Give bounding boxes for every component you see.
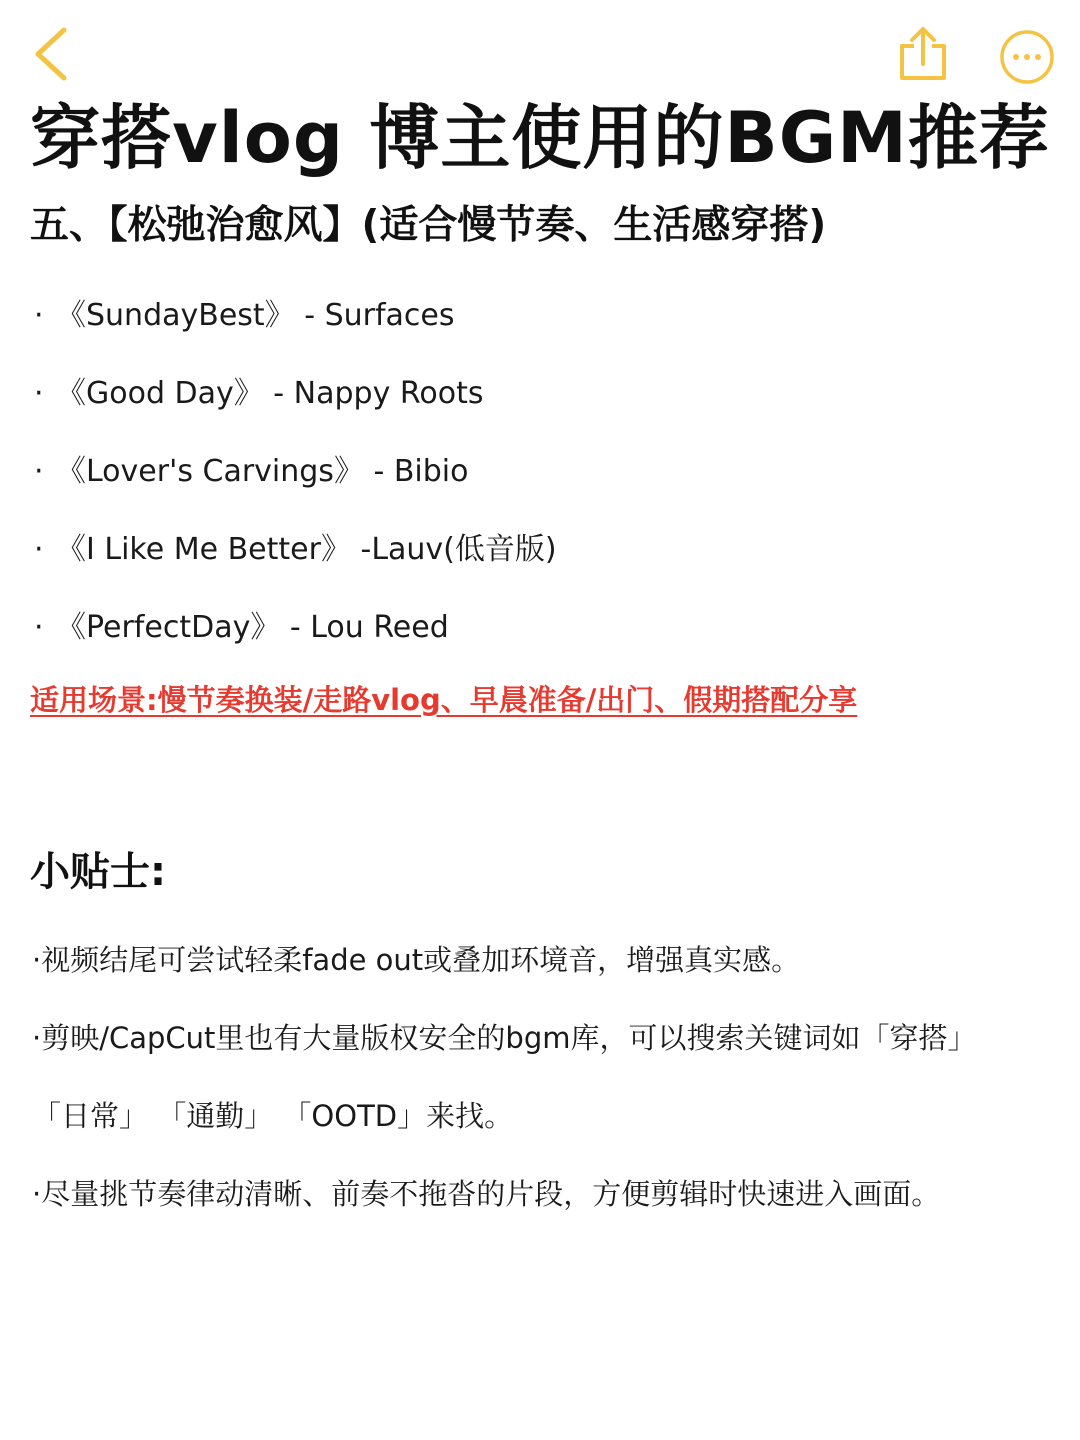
bullet: · <box>34 610 44 645</box>
tip-line: ·尽量挑节奏律动清晰、前奏不拖沓的片段，方便剪辑时快速进入画面。 <box>32 1177 941 1211</box>
bullet: · <box>34 454 44 489</box>
song-title: 《I Like Me Better》 -Lauv(低音版) <box>56 532 557 567</box>
song-item <box>34 446 469 490</box>
bullet: · <box>34 376 44 411</box>
bullet: · <box>34 298 44 333</box>
tip-line: 「日常」 「通勤」 「OOTD」来找。 <box>32 1099 514 1133</box>
tips-heading: 小贴士: <box>30 849 166 895</box>
song-item <box>34 524 557 568</box>
more-icon[interactable] <box>998 28 1056 86</box>
song-item <box>34 368 483 412</box>
page-title: 穿搭vlog 博主使用的BGM推荐 <box>30 97 1050 179</box>
song-title: 《SundayBest》 - Surfaces <box>56 298 455 333</box>
scene-note: 适用场景:慢节奏换装/走路vlog、早晨准备/出门、假期搭配分享 <box>30 683 858 717</box>
share-icon[interactable] <box>896 24 950 84</box>
song-title: 《Good Day》 - Nappy Roots <box>56 376 484 411</box>
tip-line: ·视频结尾可尝试轻柔fade out或叠加环境音，增强真实感。 <box>32 943 801 977</box>
song-title: 《Lover's Carvings》 - Bibio <box>56 454 469 489</box>
song-item <box>34 602 449 646</box>
song-title: 《PerfectDay》 - Lou Reed <box>56 610 449 645</box>
tip-line: ·剪映/CapCut里也有大量版权安全的bgm库，可以搜索关键词如「穿搭」 <box>32 1021 977 1055</box>
back-icon[interactable] <box>30 24 74 84</box>
section-heading: 五、【松弛治愈风】(适合慢节奏、生活感穿搭) <box>30 203 827 248</box>
song-item <box>34 290 455 334</box>
bullet: · <box>34 532 44 567</box>
